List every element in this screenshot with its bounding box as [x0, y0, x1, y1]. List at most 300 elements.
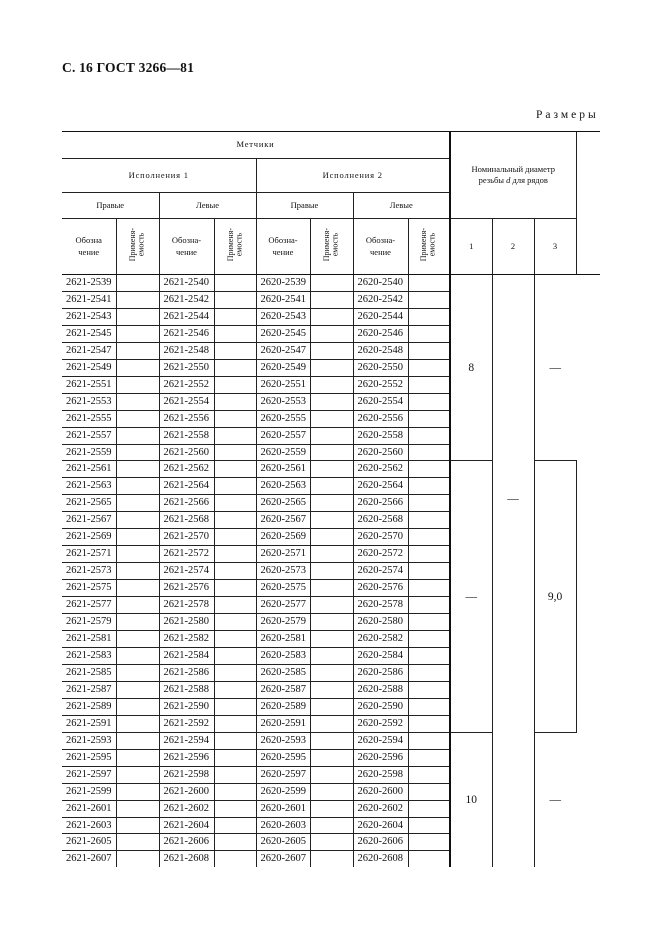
v1-right-designation: 2621-2555: [62, 410, 116, 427]
v2-right-applicability: [310, 783, 353, 800]
margin-column-header: [576, 132, 600, 275]
v1-left-applicability: [214, 851, 256, 867]
v2-left-applicability: [408, 342, 450, 359]
v2-left-applicability: [408, 851, 450, 867]
page-header: С. 16 ГОСТ 3266—81: [62, 60, 195, 75]
v1-right-designation: 2621-2581: [62, 631, 116, 648]
v2-right-designation: 2620-2553: [256, 393, 310, 410]
v2-left-designation: 2620-2550: [353, 359, 408, 376]
v2-right-designation: 2620-2565: [256, 495, 310, 512]
v2-left-designation: 2620-2600: [353, 783, 408, 800]
version2-header: Исполнения 2: [256, 159, 450, 193]
v1-left-designation: 2621-2600: [159, 783, 214, 800]
v1-right-designation: 2621-2573: [62, 563, 116, 580]
v2-right-designation: 2620-2601: [256, 800, 310, 817]
v2-left-designation: 2620-2562: [353, 461, 408, 478]
row1-header: 1: [450, 219, 492, 275]
v2-left-applicability: [408, 444, 450, 461]
v1-right-designation: 2621-2565: [62, 495, 116, 512]
v1-right-applicability: [116, 681, 159, 698]
v2-left-applicability: [408, 512, 450, 529]
v1-left-designation: 2621-2540: [159, 275, 214, 292]
v1-right-designation: 2621-2561: [62, 461, 116, 478]
v2-left-applicability: [408, 393, 450, 410]
v1-right-applicability: [116, 308, 159, 325]
v1-right-applicability: [116, 698, 159, 715]
v1-right-designation: 2621-2599: [62, 783, 116, 800]
v1-left-applicability: [214, 766, 256, 783]
v2-left-applicability: [408, 749, 450, 766]
v1-right-applicability: [116, 546, 159, 563]
v1-left-applicability: [214, 342, 256, 359]
v2-right-designation: 2620-2579: [256, 614, 310, 631]
v2-right-applicability: [310, 681, 353, 698]
v2-left-applicability: [408, 715, 450, 732]
v1-left-designation: 2621-2590: [159, 698, 214, 715]
v1-right-applicability: [116, 800, 159, 817]
v2-right-designation: 2620-2585: [256, 664, 310, 681]
v2-right-designation: 2620-2567: [256, 512, 310, 529]
v2-left-applicability: [408, 580, 450, 597]
v2-left-applicability: [408, 563, 450, 580]
v1-left-header: Левые: [159, 193, 256, 219]
v1-left-designation: 2621-2570: [159, 529, 214, 546]
v1-left-applicability: [214, 393, 256, 410]
v2-left-designation: 2620-2604: [353, 817, 408, 834]
v1-right-applicability: [116, 851, 159, 867]
v2-left-applicability: [408, 664, 450, 681]
v1-right-applicability: [116, 325, 159, 342]
v2-left-designation: 2620-2590: [353, 698, 408, 715]
v2-right-designation: 2620-2589: [256, 698, 310, 715]
v1-right-designation: 2621-2577: [62, 597, 116, 614]
v1-left-applicability: [214, 427, 256, 444]
v1-right-designation: 2621-2557: [62, 427, 116, 444]
v2-left-applicability: [408, 495, 450, 512]
v2-left-designation: 2620-2558: [353, 427, 408, 444]
v1-left-designation: 2621-2598: [159, 766, 214, 783]
v1-left-applicability: [214, 359, 256, 376]
v2-right-applicability: [310, 631, 353, 648]
v2-left-designation: 2620-2552: [353, 376, 408, 393]
v1-right-applicability: [116, 512, 159, 529]
v1-right-applicability: [116, 580, 159, 597]
v1-right-designation: 2621-2583: [62, 647, 116, 664]
v2-right-applicability: [310, 410, 353, 427]
v1-left-applicability-header: Применя- емость: [214, 219, 256, 275]
v2-left-designation: 2620-2542: [353, 291, 408, 308]
size-row3-group2: 9,0: [534, 461, 576, 732]
v1-right-applicability: [116, 275, 159, 292]
v2-right-applicability-header: Применя- емость: [310, 219, 353, 275]
v2-left-applicability: [408, 698, 450, 715]
v1-left-applicability: [214, 597, 256, 614]
v2-right-designation: 2620-2545: [256, 325, 310, 342]
nominal-diameter-variable: d: [506, 175, 511, 185]
v1-left-applicability: [214, 546, 256, 563]
v1-left-designation: 2621-2572: [159, 546, 214, 563]
v2-right-applicability: [310, 580, 353, 597]
v2-left-designation: 2620-2598: [353, 766, 408, 783]
v1-left-applicability: [214, 681, 256, 698]
v1-left-designation: 2621-2552: [159, 376, 214, 393]
v2-right-designation: 2620-2561: [256, 461, 310, 478]
v2-left-applicability: [408, 546, 450, 563]
v1-right-designation: 2621-2549: [62, 359, 116, 376]
v2-right-applicability: [310, 325, 353, 342]
v2-right-applicability: [310, 308, 353, 325]
v1-left-applicability: [214, 478, 256, 495]
v1-left-applicability: [214, 308, 256, 325]
v1-left-applicability: [214, 275, 256, 292]
v2-left-designation: 2620-2574: [353, 563, 408, 580]
v1-left-designation: 2621-2592: [159, 715, 214, 732]
v1-left-designation: 2621-2576: [159, 580, 214, 597]
nominal-diameter-line1: Номинальный диаметр: [471, 163, 555, 174]
v1-right-designation: 2621-2575: [62, 580, 116, 597]
v1-right-designation: 2621-2559: [62, 444, 116, 461]
v2-right-applicability: [310, 732, 353, 749]
v2-left-applicability: [408, 427, 450, 444]
v2-right-designation: 2620-2587: [256, 681, 310, 698]
v1-left-designation: 2621-2554: [159, 393, 214, 410]
v1-left-applicability: [214, 834, 256, 851]
v2-right-designation: 2620-2547: [256, 342, 310, 359]
v1-right-designation-header: Обозна чение: [62, 219, 116, 275]
v2-left-designation: 2620-2576: [353, 580, 408, 597]
v2-left-applicability: [408, 529, 450, 546]
v2-right-applicability: [310, 275, 353, 292]
taps-table-container: [62, 131, 600, 867]
v1-left-designation: 2621-2564: [159, 478, 214, 495]
v2-right-designation: 2620-2593: [256, 732, 310, 749]
row3-header: 3: [534, 219, 576, 275]
size-row1-group3: 10: [450, 732, 492, 867]
v2-right-designation: 2620-2595: [256, 749, 310, 766]
v2-left-applicability: [408, 614, 450, 631]
v2-left-designation: 2620-2588: [353, 681, 408, 698]
v1-right-designation: 2621-2605: [62, 834, 116, 851]
v2-left-designation: 2620-2564: [353, 478, 408, 495]
v2-right-designation: 2620-2603: [256, 817, 310, 834]
v2-left-designation: 2620-2602: [353, 800, 408, 817]
size-row3-group3: —: [534, 732, 576, 867]
v1-right-applicability: [116, 732, 159, 749]
v1-left-designation: 2621-2604: [159, 817, 214, 834]
v2-right-applicability: [310, 291, 353, 308]
v1-right-applicability: [116, 393, 159, 410]
v1-right-applicability: [116, 715, 159, 732]
v2-right-applicability: [310, 427, 353, 444]
v2-left-designation: 2620-2594: [353, 732, 408, 749]
v2-left-designation: 2620-2546: [353, 325, 408, 342]
v2-right-applicability: [310, 478, 353, 495]
v2-right-applicability: [310, 461, 353, 478]
v1-right-applicability: [116, 817, 159, 834]
v2-right-designation: 2620-2555: [256, 410, 310, 427]
v2-right-designation: 2620-2541: [256, 291, 310, 308]
v1-right-applicability: [116, 495, 159, 512]
v1-left-designation-header: Обозна- чение: [159, 219, 214, 275]
size-row2-value: —: [492, 275, 534, 868]
v2-left-designation: 2620-2592: [353, 715, 408, 732]
v2-right-designation: 2620-2577: [256, 597, 310, 614]
v1-left-designation: 2621-2608: [159, 851, 214, 867]
v2-right-applicability: [310, 647, 353, 664]
version1-header: Исполнения 1: [62, 159, 256, 193]
v1-left-applicability: [214, 325, 256, 342]
v1-left-designation: 2621-2580: [159, 614, 214, 631]
v1-right-applicability: [116, 461, 159, 478]
v2-left-designation: 2620-2544: [353, 308, 408, 325]
v1-left-designation: 2621-2574: [159, 563, 214, 580]
v2-left-applicability: [408, 308, 450, 325]
table-row: [62, 275, 600, 292]
v2-right-designation: 2620-2591: [256, 715, 310, 732]
v1-right-applicability: [116, 766, 159, 783]
v1-right-designation: 2621-2585: [62, 664, 116, 681]
v1-right-applicability: [116, 563, 159, 580]
v1-right-designation: 2621-2545: [62, 325, 116, 342]
v2-right-applicability: [310, 834, 353, 851]
v2-right-applicability: [310, 614, 353, 631]
v1-right-designation: 2621-2591: [62, 715, 116, 732]
v1-left-designation: 2621-2550: [159, 359, 214, 376]
v2-right-designation: 2620-2581: [256, 631, 310, 648]
v1-left-designation: 2621-2588: [159, 681, 214, 698]
v2-left-designation: 2620-2570: [353, 529, 408, 546]
v1-right-designation: 2621-2587: [62, 681, 116, 698]
v2-left-designation: 2620-2606: [353, 834, 408, 851]
v1-left-designation: 2621-2606: [159, 834, 214, 851]
v2-right-designation: 2620-2539: [256, 275, 310, 292]
v2-right-applicability: [310, 359, 353, 376]
v2-left-designation: 2620-2586: [353, 664, 408, 681]
v1-right-applicability: [116, 597, 159, 614]
nominal-diameter-line2-pre: резьбы: [478, 175, 505, 185]
v1-right-applicability: [116, 631, 159, 648]
v2-left-designation: 2620-2582: [353, 631, 408, 648]
v2-right-applicability: [310, 698, 353, 715]
v2-left-designation: 2620-2560: [353, 444, 408, 461]
v1-left-designation: 2621-2546: [159, 325, 214, 342]
v1-left-applicability: [214, 461, 256, 478]
taps-header: Метчики: [62, 132, 450, 159]
v2-left-designation: 2620-2540: [353, 275, 408, 292]
v1-left-designation: 2621-2586: [159, 664, 214, 681]
v2-left-applicability: [408, 275, 450, 292]
v1-right-designation: 2621-2601: [62, 800, 116, 817]
v2-left-applicability: [408, 647, 450, 664]
v1-left-designation: 2621-2594: [159, 732, 214, 749]
v2-left-applicability: [408, 681, 450, 698]
v2-right-designation: 2620-2575: [256, 580, 310, 597]
v2-right-applicability: [310, 597, 353, 614]
v1-left-designation: 2621-2566: [159, 495, 214, 512]
v2-right-applicability: [310, 393, 353, 410]
v1-right-designation: 2621-2567: [62, 512, 116, 529]
v2-right-designation: 2620-2599: [256, 783, 310, 800]
v2-left-designation: 2620-2596: [353, 749, 408, 766]
v2-right-designation: 2620-2543: [256, 308, 310, 325]
v2-left-applicability: [408, 817, 450, 834]
v2-right-designation: 2620-2605: [256, 834, 310, 851]
v1-right-applicability: [116, 614, 159, 631]
v1-right-designation: 2621-2563: [62, 478, 116, 495]
v1-right-applicability-header: Применя- емость: [116, 219, 159, 275]
v1-left-designation: 2621-2596: [159, 749, 214, 766]
v1-left-designation: 2621-2568: [159, 512, 214, 529]
v1-left-applicability: [214, 291, 256, 308]
v1-right-designation: 2621-2541: [62, 291, 116, 308]
size-row1-group2: —: [450, 461, 492, 732]
v1-right-designation: 2621-2547: [62, 342, 116, 359]
v1-right-applicability: [116, 749, 159, 766]
v2-left-designation-header: Обозна- чение: [353, 219, 408, 275]
v1-left-applicability: [214, 631, 256, 648]
v1-left-designation: 2621-2602: [159, 800, 214, 817]
margin-column: [576, 275, 600, 868]
v1-left-designation: 2621-2556: [159, 410, 214, 427]
v2-right-designation: 2620-2573: [256, 563, 310, 580]
v1-right-applicability: [116, 342, 159, 359]
v1-left-applicability: [214, 614, 256, 631]
v2-left-designation: 2620-2584: [353, 647, 408, 664]
v2-right-applicability: [310, 851, 353, 867]
v2-right-applicability: [310, 715, 353, 732]
v2-right-designation: 2620-2559: [256, 444, 310, 461]
v2-left-applicability: [408, 410, 450, 427]
v2-left-applicability: [408, 732, 450, 749]
v1-left-applicability: [214, 800, 256, 817]
v1-left-applicability: [214, 817, 256, 834]
v1-left-applicability: [214, 512, 256, 529]
v2-left-applicability: [408, 478, 450, 495]
v2-right-applicability: [310, 546, 353, 563]
v1-right-designation: 2621-2543: [62, 308, 116, 325]
v1-right-designation: 2621-2539: [62, 275, 116, 292]
v2-right-applicability: [310, 766, 353, 783]
sizes-label: Размеры: [536, 109, 599, 121]
v2-right-designation: 2620-2607: [256, 851, 310, 867]
taps-table: [62, 131, 600, 867]
v1-left-designation: 2621-2558: [159, 427, 214, 444]
v2-left-applicability: [408, 597, 450, 614]
v1-right-designation: 2621-2597: [62, 766, 116, 783]
v1-left-applicability: [214, 580, 256, 597]
row2-header: 2: [492, 219, 534, 275]
v1-left-applicability: [214, 715, 256, 732]
v2-right-designation-header: Обозна- чение: [256, 219, 310, 275]
v1-right-applicability: [116, 410, 159, 427]
v2-right-header: Правые: [256, 193, 353, 219]
v1-right-applicability: [116, 529, 159, 546]
v1-right-applicability: [116, 291, 159, 308]
v1-right-applicability: [116, 444, 159, 461]
v1-left-designation: 2621-2544: [159, 308, 214, 325]
v1-right-applicability: [116, 834, 159, 851]
v2-left-designation: 2620-2568: [353, 512, 408, 529]
v2-left-designation: 2620-2572: [353, 546, 408, 563]
v1-left-applicability: [214, 698, 256, 715]
v1-left-designation: 2621-2562: [159, 461, 214, 478]
v2-right-designation: 2620-2557: [256, 427, 310, 444]
v1-left-applicability: [214, 647, 256, 664]
v1-right-applicability: [116, 427, 159, 444]
v1-right-designation: 2621-2607: [62, 851, 116, 867]
v2-right-designation: 2620-2571: [256, 546, 310, 563]
v1-left-applicability: [214, 749, 256, 766]
v1-right-header: Правые: [62, 193, 159, 219]
v2-right-applicability: [310, 817, 353, 834]
nominal-diameter-line2-post: для рядов: [512, 175, 548, 185]
v2-left-applicability: [408, 461, 450, 478]
v2-left-applicability-header: Применя- емость: [408, 219, 450, 275]
v2-left-applicability: [408, 325, 450, 342]
v2-left-designation: 2620-2548: [353, 342, 408, 359]
v1-left-applicability: [214, 664, 256, 681]
v2-left-header: Левые: [353, 193, 450, 219]
v1-right-applicability: [116, 783, 159, 800]
v1-left-applicability: [214, 783, 256, 800]
v2-left-applicability: [408, 631, 450, 648]
v1-left-designation: 2621-2548: [159, 342, 214, 359]
v2-right-applicability: [310, 800, 353, 817]
v1-right-designation: 2621-2551: [62, 376, 116, 393]
v1-right-applicability: [116, 359, 159, 376]
v1-left-designation: 2621-2542: [159, 291, 214, 308]
v2-left-applicability: [408, 766, 450, 783]
v1-left-applicability: [214, 410, 256, 427]
v1-right-applicability: [116, 478, 159, 495]
v1-right-designation: 2621-2603: [62, 817, 116, 834]
v1-right-designation: 2621-2593: [62, 732, 116, 749]
v2-right-designation: 2620-2597: [256, 766, 310, 783]
v2-right-applicability: [310, 664, 353, 681]
v2-left-designation: 2620-2566: [353, 495, 408, 512]
v2-right-designation: 2620-2551: [256, 376, 310, 393]
v2-right-designation: 2620-2563: [256, 478, 310, 495]
v2-left-designation: 2620-2554: [353, 393, 408, 410]
v2-left-designation: 2620-2580: [353, 614, 408, 631]
v1-right-designation: 2621-2589: [62, 698, 116, 715]
v1-right-designation: 2621-2569: [62, 529, 116, 546]
v1-left-designation: 2621-2584: [159, 647, 214, 664]
nominal-diameter-header: [450, 132, 576, 219]
v2-left-designation: 2620-2578: [353, 597, 408, 614]
v2-right-designation: 2620-2549: [256, 359, 310, 376]
v2-right-applicability: [310, 512, 353, 529]
v2-left-applicability: [408, 783, 450, 800]
v2-left-applicability: [408, 376, 450, 393]
v2-right-applicability: [310, 749, 353, 766]
size-row3-group1: —: [549, 361, 561, 374]
v1-left-applicability: [214, 529, 256, 546]
v1-left-applicability: [214, 732, 256, 749]
v2-right-applicability: [310, 376, 353, 393]
v1-left-designation: 2621-2582: [159, 631, 214, 648]
v1-right-designation: 2621-2571: [62, 546, 116, 563]
v2-left-designation: 2620-2608: [353, 851, 408, 867]
v1-left-designation: 2621-2560: [159, 444, 214, 461]
v1-left-applicability: [214, 376, 256, 393]
v2-right-applicability: [310, 529, 353, 546]
v2-right-designation: 2620-2569: [256, 529, 310, 546]
v1-right-designation: 2621-2579: [62, 614, 116, 631]
v1-left-designation: 2621-2578: [159, 597, 214, 614]
v2-left-designation: 2620-2556: [353, 410, 408, 427]
v2-right-designation: 2620-2583: [256, 647, 310, 664]
